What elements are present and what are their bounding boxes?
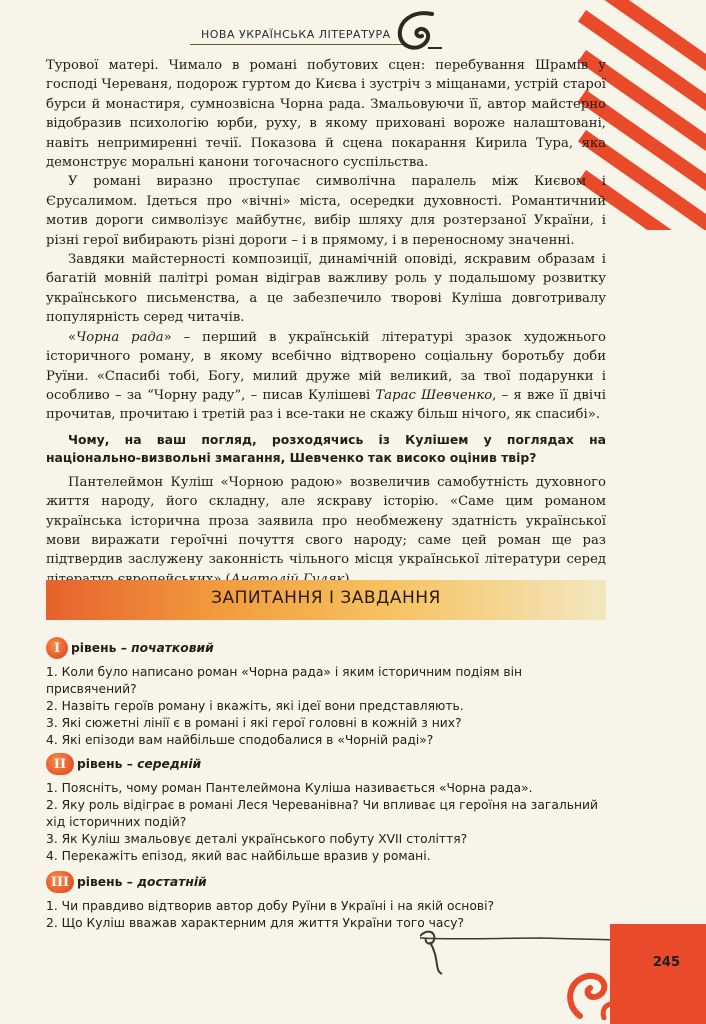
- quote-author: Тарас Шевченко: [375, 387, 493, 403]
- level-1-list: [46, 664, 606, 749]
- level-2-section: [46, 752, 606, 865]
- list-item: 3. Які сюжетні лінії є в романі і які герої головні в кожній з них?: [46, 716, 462, 730]
- level-2-badge: II: [46, 753, 74, 775]
- novel-title: Чорна рада: [76, 329, 164, 345]
- list-item: 2. Назвіть героїв роману і вкажіть, які ідеї вони представляють.: [46, 699, 464, 713]
- list-item: 1. Коли було написано роман «Чорна рада» і яким історичним подіям він присвячений?: [46, 665, 523, 696]
- level-1-section: [46, 636, 606, 749]
- list-item: 4. Які епізоди вам найбільше сподобалися в «Чорній раді»?: [46, 733, 434, 747]
- article-body: [46, 56, 606, 589]
- paragraph-final: Пантелеймон Куліш «Чорною радою» возвеличив самобутність духовного життя народу, його складну, але яскраву історію. «Саме цим романом українська історична проза заявила про необмежену здатність української мови виражати героїчні почуття свого народу; саме цей роман ще раз підтвердив заслужену законність чільного місця української літератури серед: [46, 473, 606, 589]
- page-number: 245: [652, 955, 680, 970]
- list-item: 4. Перекажіть епізод, який вас найбільше вразив у романі.: [46, 849, 431, 863]
- discussion-question: Чому, на ваш погляд, розходячись із Кулішем у поглядах на національно-визвольні змагання, Шевченко так високо оцінив твір?: [46, 431, 606, 465]
- list-item: 3. Як Куліш змальовує деталі українського побуту XVII століття?: [46, 832, 468, 846]
- level-1-heading: I рівень – початковий: [46, 636, 606, 660]
- level-2-heading: II рівень – середній: [46, 752, 606, 776]
- header-rule: [190, 44, 406, 45]
- corner-swirl-icon: [560, 960, 630, 1020]
- paragraph-1: Турової матері. Чимало в романі побутових сцен: перебування Шрамів у господі Череваня, подорож гуртом до Києва і зустріч з міщанами, устрій старої бурси й монастиря, сумнозвісна Чорна рада. Змальовуючи її, автор майстерно відобразив психологію юрби, руху, в якому приховані вороже налаштовані, навіть непримиренні течії. Показова й сцена покарання Кирила Тура, яка демонструє моральні канони тогочасного суспільства.: [46, 58, 606, 171]
- paragraph-2: У романі виразно проступає символічна паралель між Києвом і Єрусалимом. Ідеться про «вічні» міста, осередки духовності. Романтичний мотив дороги символізує майбутнє, вибір шляху для розтерзаної України, і різні герої вибирають різні дороги – і в прямому, і в переносному значенні.: [46, 174, 606, 248]
- list-item: 1. Чи правдиво відтворив автор добу Руїни в Україні і на якій основі?: [46, 899, 495, 913]
- paragraph-3: Завдяки майстерності композиції, динамічній оповіді, яскравим образам і багатій мовній палітрі роман відіграв важливу роль у подальшому розвитку українського письменства, а це забезпечило творові Куліша довготривалу популярність серед читачів.: [46, 252, 606, 326]
- level-1-badge: I: [46, 637, 68, 659]
- list-item: 1. Поясніть, чому роман Пантелеймона Куліша називається «Чорна рада».: [46, 781, 533, 795]
- level-3-badge: III: [46, 871, 74, 893]
- paragraph-quote: «Чорна рада» – перший в українській літературі зразок художнього історичного роману, в якому всебічно відтворено соціальну боротьбу доби Руїни. «Спасибі тобі, Богу, милий друже мій великий, за твої подарунки і особливо – за “Чорну раду”, – писав Кулішеві Тарас Шевченко, – я вже її двічі прочитав, прочитаю і третій раз і все-таки не скажу більш нічого, як спасибі».: [46, 329, 607, 423]
- list-item: 2. Яку роль відіграє в романі Леся Череванівна? Чи впливає ця героїня на загальний хід історичних подій?: [46, 798, 598, 829]
- tasks-banner: [46, 580, 606, 620]
- running-header: НОВА УКРАЇНСЬКА ЛІТЕРАТУРА: [201, 28, 391, 41]
- swirl-ornament-icon: [392, 8, 444, 54]
- level-2-list: [46, 780, 606, 865]
- tasks-title: ЗАПИТАННЯ І ЗАВДАННЯ: [211, 588, 441, 608]
- level-3-heading: III рівень – достатній: [46, 870, 606, 894]
- list-item: 2. Що Куліш вважав характерним для життя України того часу?: [46, 916, 465, 930]
